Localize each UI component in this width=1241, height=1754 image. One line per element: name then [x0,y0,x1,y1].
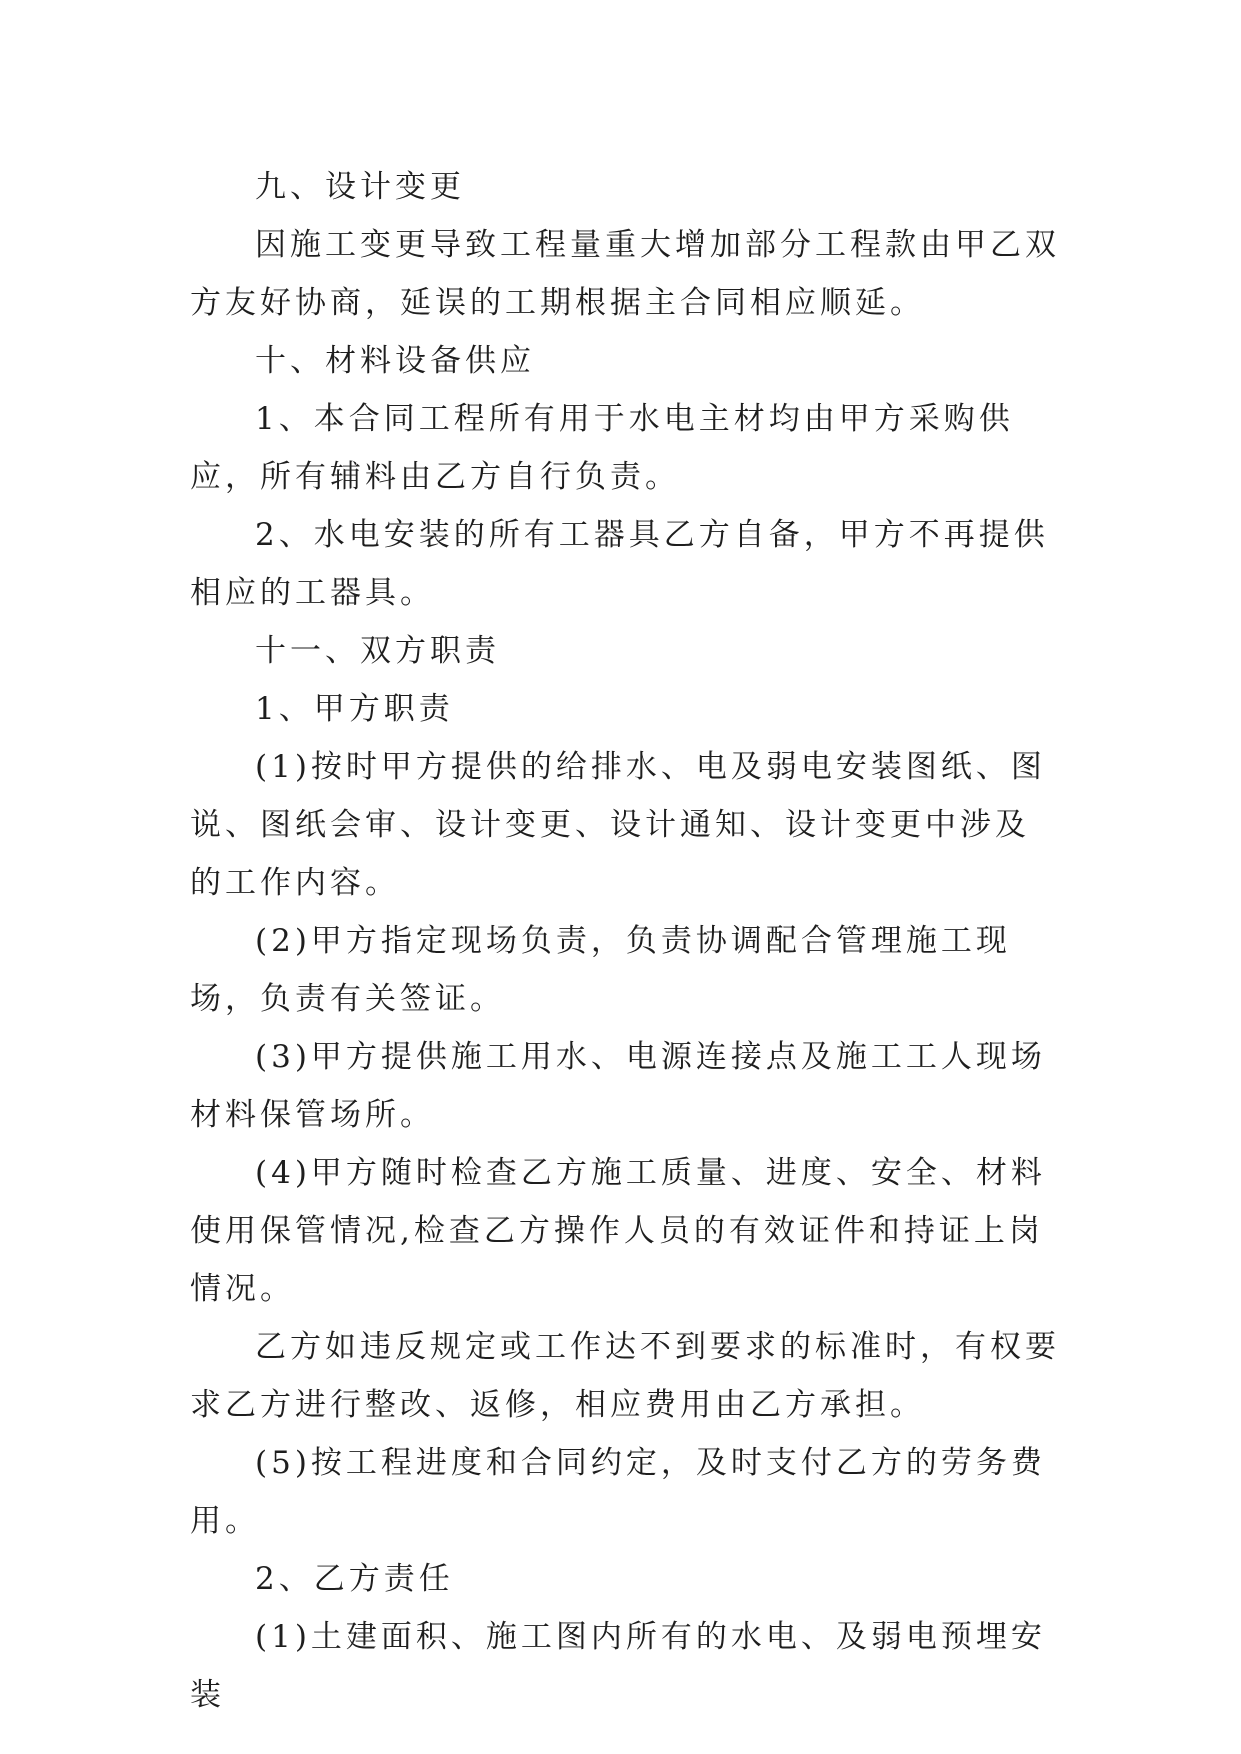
paragraph-party-b-1: (1)土建面积、施工图内所有的水电、及弱电预埋安装 [190,1619,1046,1713]
subheading-party-a-duties: 1、甲方职责 [255,691,454,727]
paragraph-party-a-3: (3)甲方提供施工用水、电源连接点及施工工人现场材料保管场所。 [190,1039,1046,1133]
section-heading-design-change: 九、设计变更 [255,169,465,205]
paragraph-material-1: 1、本合同工程所有用于水电主材均由甲方采购供应，所有辅料由乙方自行负责。 [190,401,1014,495]
paragraph-party-a-2: (2)甲方指定现场负责，负责协调配合管理施工现场，负责有关签证。 [190,923,1011,1017]
paragraph-material-2: 2、水电安装的所有工器具乙方自备，甲方不再提供相应的工器具。 [190,517,1049,611]
subheading-party-b-duties: 2、乙方责任 [255,1561,454,1597]
paragraph-party-a-5: (5)按工程进度和合同约定，及时支付乙方的劳务费用。 [190,1445,1046,1539]
section-heading-duties: 十一、双方职责 [255,633,500,669]
paragraph-party-a-4: (4)甲方随时检查乙方施工质量、进度、安全、材料使用保管情况,检查乙方操作人员的有效证件和持证上岗情况。 [190,1155,1046,1307]
paragraph-design-change: 因施工变更导致工程量重大增加部分工程款由甲乙双方友好协商，延误的工期根据主合同相应顺延。 [190,227,1060,321]
paragraph-party-a-4-cont: 乙方如违反规定或工作达不到要求的标准时，有权要求乙方进行整改、返修，相应费用由乙方承担。 [190,1329,1060,1423]
document-body [190,158,1060,1724]
section-heading-material-supply: 十、材料设备供应 [255,343,535,379]
paragraph-party-a-1: (1)按时甲方提供的给排水、电及弱电安装图纸、图说、图纸会审、设计变更、设计通知、设计变更中涉及的工作内容。 [190,749,1046,901]
